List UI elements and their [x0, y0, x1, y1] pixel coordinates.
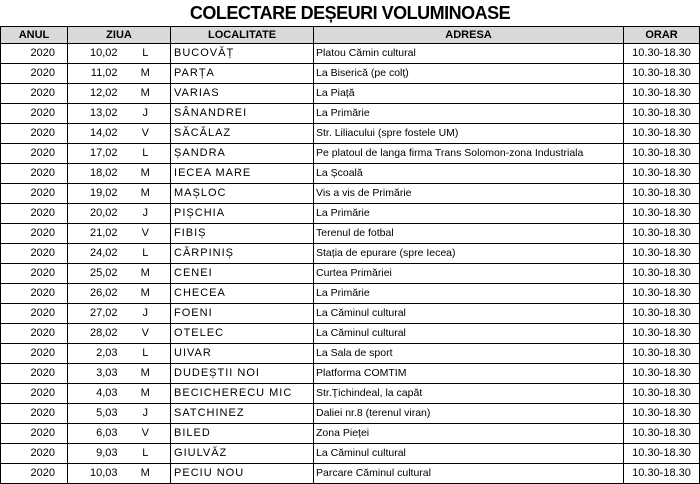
- cell-weekday: J: [121, 104, 171, 124]
- cell-weekday: L: [121, 444, 171, 464]
- cell-date: 27,02: [68, 304, 121, 324]
- cell-year: 2020: [1, 384, 68, 404]
- cell-location: CHECEA: [171, 284, 314, 304]
- cell-time: 10.30-18.30: [624, 424, 700, 444]
- cell-year: 2020: [1, 464, 68, 484]
- table-row: [1, 384, 700, 404]
- cell-time: 10.30-18.30: [624, 224, 700, 244]
- cell-weekday: M: [121, 84, 171, 104]
- cell-location: VARIAS: [171, 84, 314, 104]
- table-row: [1, 284, 700, 304]
- cell-location: SATCHINEZ: [171, 404, 314, 424]
- table-row: [1, 264, 700, 284]
- cell-year: 2020: [1, 264, 68, 284]
- cell-year: 2020: [1, 304, 68, 324]
- cell-weekday: M: [121, 184, 171, 204]
- cell-address: Vis a vis de Primărie: [314, 184, 624, 204]
- table-row: [1, 124, 700, 144]
- cell-weekday: L: [121, 44, 171, 64]
- cell-location: IECEA MARE: [171, 164, 314, 184]
- cell-date: 6,03: [68, 424, 121, 444]
- table-row: [1, 64, 700, 84]
- cell-date: 19,02: [68, 184, 121, 204]
- cell-address: Str. Liliacului (spre fostele UM): [314, 124, 624, 144]
- cell-date: 5,03: [68, 404, 121, 424]
- cell-weekday: J: [121, 404, 171, 424]
- table-row: [1, 424, 700, 444]
- cell-location: BUCOVĂȚ: [171, 44, 314, 64]
- cell-date: 24,02: [68, 244, 121, 264]
- header-location: LOCALITATE: [171, 27, 314, 44]
- cell-weekday: M: [121, 264, 171, 284]
- cell-address: Str.Țichindeal, la capăt: [314, 384, 624, 404]
- cell-address: La Piață: [314, 84, 624, 104]
- cell-year: 2020: [1, 84, 68, 104]
- cell-year: 2020: [1, 404, 68, 424]
- header-time: ORAR: [624, 27, 700, 44]
- cell-address: Curtea Primăriei: [314, 264, 624, 284]
- cell-location: FIBIȘ: [171, 224, 314, 244]
- cell-date: 28,02: [68, 324, 121, 344]
- page-title: COLECTARE DEȘEURI VOLUMINOASE: [189, 3, 511, 23]
- cell-time: 10.30-18.30: [624, 44, 700, 64]
- table-row: [1, 464, 700, 484]
- cell-address: La Căminul cultural: [314, 304, 624, 324]
- cell-address: Terenul de fotbal: [314, 224, 624, 244]
- cell-weekday: M: [121, 64, 171, 84]
- cell-date: 17,02: [68, 144, 121, 164]
- cell-weekday: V: [121, 324, 171, 344]
- cell-address: Zona Pieței: [314, 424, 624, 444]
- cell-date: 20,02: [68, 204, 121, 224]
- cell-location: PIȘCHIA: [171, 204, 314, 224]
- cell-date: 9,03: [68, 444, 121, 464]
- cell-time: 10.30-18.30: [624, 164, 700, 184]
- cell-time: 10.30-18.30: [624, 344, 700, 364]
- cell-date: 3,03: [68, 364, 121, 384]
- cell-year: 2020: [1, 344, 68, 364]
- cell-address: Daliei nr.8 (terenul viran): [314, 404, 624, 424]
- cell-year: 2020: [1, 324, 68, 344]
- cell-weekday: M: [121, 364, 171, 384]
- cell-time: 10.30-18.30: [624, 364, 700, 384]
- table-row: [1, 324, 700, 344]
- cell-time: 10.30-18.30: [624, 144, 700, 164]
- cell-address: La Primărie: [314, 284, 624, 304]
- table-row: [1, 344, 700, 364]
- cell-time: 10.30-18.30: [624, 284, 700, 304]
- cell-date: 25,02: [68, 264, 121, 284]
- cell-location: BILED: [171, 424, 314, 444]
- cell-year: 2020: [1, 224, 68, 244]
- cell-address: Parcare Căminul cultural: [314, 464, 624, 484]
- collection-schedule-table: [0, 26, 700, 484]
- header-day: ZIUA: [68, 27, 171, 44]
- cell-year: 2020: [1, 124, 68, 144]
- cell-weekday: L: [121, 344, 171, 364]
- cell-year: 2020: [1, 64, 68, 84]
- cell-year: 2020: [1, 244, 68, 264]
- cell-time: 10.30-18.30: [624, 244, 700, 264]
- cell-address: La Primărie: [314, 204, 624, 224]
- cell-weekday: V: [121, 124, 171, 144]
- table-body: [1, 44, 700, 484]
- cell-time: 10.30-18.30: [624, 264, 700, 284]
- cell-address: La Biserică (pe colț): [314, 64, 624, 84]
- cell-time: 10.30-18.30: [624, 304, 700, 324]
- cell-weekday: L: [121, 144, 171, 164]
- cell-date: 2,03: [68, 344, 121, 364]
- cell-location: FOENI: [171, 304, 314, 324]
- table-row: [1, 224, 700, 244]
- cell-date: 4,03: [68, 384, 121, 404]
- cell-address: Platforma COMTIM: [314, 364, 624, 384]
- table-row: [1, 164, 700, 184]
- cell-weekday: M: [121, 164, 171, 184]
- cell-address: Pe platoul de langa firma Trans Solomon-zona Industriala: [314, 144, 624, 164]
- table-row: [1, 104, 700, 124]
- cell-location: OTELEC: [171, 324, 314, 344]
- cell-time: 10.30-18.30: [624, 104, 700, 124]
- cell-date: 26,02: [68, 284, 121, 304]
- table-row: [1, 144, 700, 164]
- cell-date: 14,02: [68, 124, 121, 144]
- cell-address: La Primărie: [314, 104, 624, 124]
- cell-time: 10.30-18.30: [624, 64, 700, 84]
- cell-weekday: L: [121, 244, 171, 264]
- cell-year: 2020: [1, 364, 68, 384]
- cell-year: 2020: [1, 44, 68, 64]
- table-row: [1, 44, 700, 64]
- table-header-row: [1, 27, 700, 44]
- cell-year: 2020: [1, 104, 68, 124]
- cell-location: MAȘLOC: [171, 184, 314, 204]
- cell-location: UIVAR: [171, 344, 314, 364]
- cell-year: 2020: [1, 164, 68, 184]
- cell-weekday: V: [121, 224, 171, 244]
- cell-time: 10.30-18.30: [624, 84, 700, 104]
- cell-time: 10.30-18.30: [624, 184, 700, 204]
- cell-address: La Căminul cultural: [314, 324, 624, 344]
- cell-location: BECICHERECU MIC: [171, 384, 314, 404]
- cell-time: 10.30-18.30: [624, 124, 700, 144]
- cell-location: PARȚA: [171, 64, 314, 84]
- cell-time: 10.30-18.30: [624, 404, 700, 424]
- cell-date: 13,02: [68, 104, 121, 124]
- cell-time: 10.30-18.30: [624, 384, 700, 404]
- cell-weekday: M: [121, 284, 171, 304]
- cell-year: 2020: [1, 444, 68, 464]
- cell-address: La Școală: [314, 164, 624, 184]
- table-row: [1, 204, 700, 224]
- cell-weekday: V: [121, 424, 171, 444]
- cell-location: SĂCĂLAZ: [171, 124, 314, 144]
- cell-weekday: M: [121, 464, 171, 484]
- cell-date: 18,02: [68, 164, 121, 184]
- cell-location: CENEI: [171, 264, 314, 284]
- cell-location: GIULVĂZ: [171, 444, 314, 464]
- cell-weekday: J: [121, 204, 171, 224]
- cell-date: 11,02: [68, 64, 121, 84]
- table-row: [1, 304, 700, 324]
- cell-location: DUDEȘTII NOI: [171, 364, 314, 384]
- cell-address: Platou Cămin cultural: [314, 44, 624, 64]
- cell-year: 2020: [1, 184, 68, 204]
- cell-location: CĂRPINIȘ: [171, 244, 314, 264]
- cell-address: La Sala de sport: [314, 344, 624, 364]
- table-row: [1, 84, 700, 104]
- table-row: [1, 444, 700, 464]
- table-row: [1, 364, 700, 384]
- table-row: [1, 184, 700, 204]
- cell-date: 10,03: [68, 464, 121, 484]
- cell-year: 2020: [1, 424, 68, 444]
- cell-date: 10,02: [68, 44, 121, 64]
- cell-weekday: J: [121, 304, 171, 324]
- cell-date: 12,02: [68, 84, 121, 104]
- cell-time: 10.30-18.30: [624, 444, 700, 464]
- table-row: [1, 404, 700, 424]
- cell-year: 2020: [1, 284, 68, 304]
- cell-time: 10.30-18.30: [624, 324, 700, 344]
- cell-location: SÂNANDREI: [171, 104, 314, 124]
- cell-address: La Căminul cultural: [314, 444, 624, 464]
- cell-year: 2020: [1, 204, 68, 224]
- cell-year: 2020: [1, 144, 68, 164]
- cell-location: PECIU NOU: [171, 464, 314, 484]
- cell-address: Stația de epurare (spre Iecea): [314, 244, 624, 264]
- cell-weekday: M: [121, 384, 171, 404]
- cell-time: 10.30-18.30: [624, 464, 700, 484]
- cell-location: ȘANDRA: [171, 144, 314, 164]
- cell-date: 21,02: [68, 224, 121, 244]
- cell-time: 10.30-18.30: [624, 204, 700, 224]
- table-row: [1, 244, 700, 264]
- header-year: ANUL: [1, 27, 68, 44]
- header-address: ADRESA: [314, 27, 624, 44]
